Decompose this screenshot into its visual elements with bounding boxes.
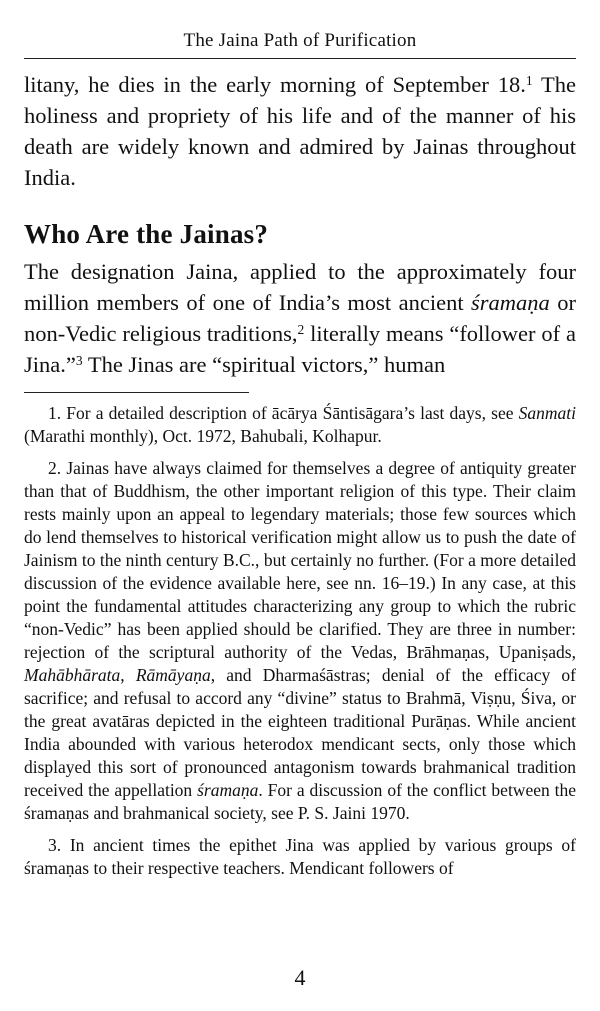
paragraph-2-text-b: or non-Vedic religious traditions, [24, 290, 576, 346]
footnote-2-italic-ramayana: Rāmāyaṇa [135, 665, 211, 685]
page-number: 4 [294, 965, 306, 990]
body-paragraph-2 [24, 256, 576, 380]
footnote-ref-3[interactable]: 3 [75, 352, 83, 368]
footnote-1-text-b: (Marathi monthly), Oct. 1972, Bahubali, Kolhapur. [24, 426, 382, 446]
footnote-2-text-b: , [120, 665, 136, 685]
footnote-2-italic-mahabharata: Mahābhārata [24, 665, 121, 685]
header-rule [24, 58, 576, 59]
paragraph-2-text-a: The designation Jaina, applied to the approximately four million members of one of India’s most ancient [24, 259, 576, 315]
footnote-1-italic-sanmati: Sanmati [518, 403, 576, 423]
footnote-2-italic-sramana: śramaṇa [197, 780, 259, 800]
footnote-2-text-a: 2. Jainas have always claimed for themselves a degree of antiquity greater than that of Buddhism, the other important religion of this type. Their claim rests mainly upon an appeal to legendary materials; those few sources which do lend themselves to historical verification might allow us to push the date of Jainism to the ninth century B.C., but certainly no further. (For a more detailed discussion of the evidence available here, see nn. 16–19.) In any case, at this point the fundamental attitudes characterizing any group to which the rubric “non-Vedic” has been applied should be clarified. They are three in number: rejection of the scriptural authority of the Vedas, Brāhmaṇas, Upaniṣads, [24, 458, 576, 662]
footnote-2 [24, 457, 576, 825]
running-head: The Jaina Path of Purification [183, 30, 417, 51]
footnote-3-text: 3. In ancient times the epithet Jina was applied by various groups of śramaṇas to their respective teachers. Mendicant followers of [24, 835, 576, 878]
footnote-rule [24, 392, 249, 393]
footnote-ref-2[interactable]: 2 [297, 321, 305, 337]
footnote-2-text-d: . For a discussion of the conflict between the śramaṇas and brahmanical society, see P. S. Jaini 1970. [24, 780, 577, 823]
paragraph-1-text-b: The holiness and propriety of his life and of the manner of his death are widely known and admired by Jainas throughout India. [24, 72, 577, 190]
body-paragraph-1 [24, 69, 576, 193]
paragraph-2-italic-sramana: śramaṇa [471, 290, 550, 315]
section-heading: Who Are the Jainas? [24, 219, 269, 249]
footnote-3 [24, 834, 576, 880]
footnote-1 [24, 402, 576, 448]
footnote-2-text-c: , and Dharmaśāstras; denial of the efficacy of sacrifice; and refusal to accord any “divine” status to Brahmā, Viṣṇu, Śiva, or the great avatāras depicted in the eighteen traditional Purāṇas. While ancient India abounded with various heterodox mendicant sects, only those which displayed this sort of pronounced antagonism towards brahmanical tradition received the appellation [24, 665, 577, 800]
paragraph-1-text-a: litany, he dies in the early morning of September 18. [24, 72, 526, 97]
paragraph-2-text-d: The Jinas are “spiritual victors,” human [82, 352, 446, 377]
footnote-ref-1[interactable]: 1 [525, 72, 533, 88]
footnotes [24, 402, 576, 889]
footnote-1-text-a: 1. For a detailed description of ācārya Śāntisāgara’s last days, see [48, 403, 519, 423]
paragraph-2-text-c: literally means “follower of a Jina.” [24, 321, 576, 377]
